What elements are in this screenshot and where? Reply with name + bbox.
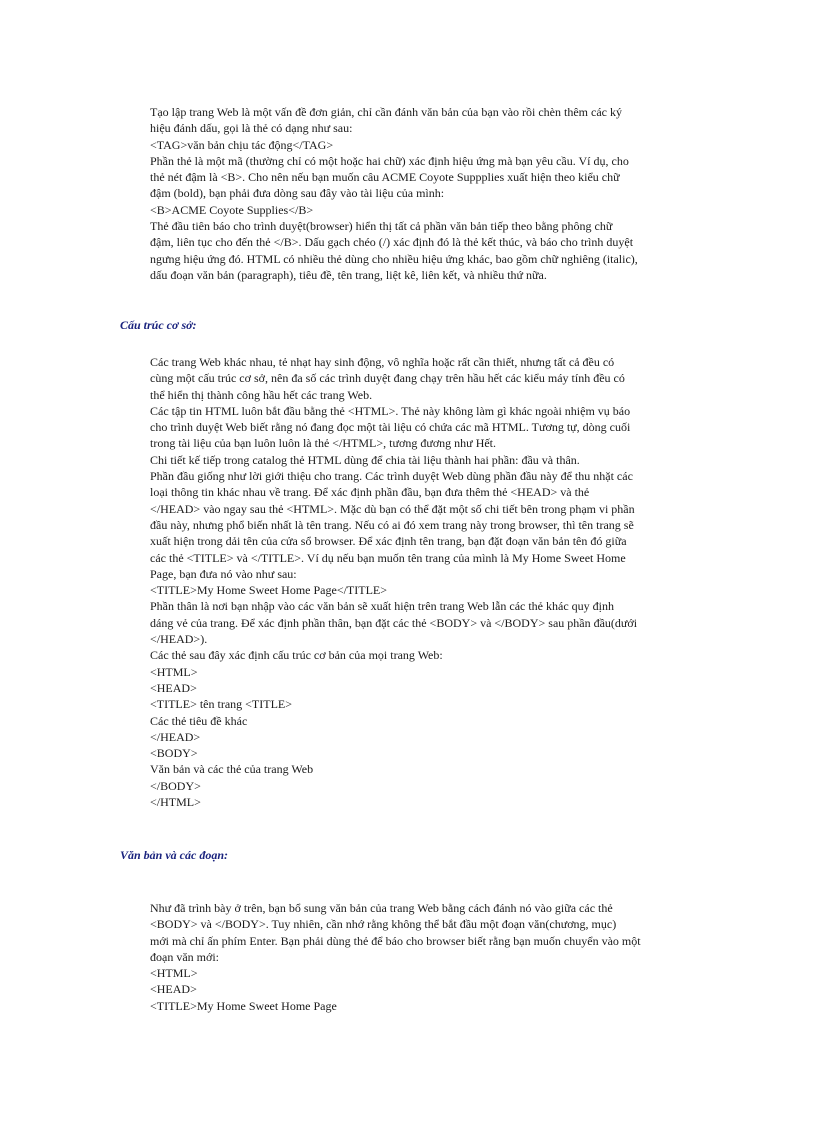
text-line: đậm, liên tục cho đến thẻ </B>. Dấu gạch chéo (/) xác định đó là thẻ kết thúc, và báo cho trình duyệt (150, 235, 634, 250)
code-line: <HEAD> (150, 982, 197, 997)
text-line: trong tài liệu của bạn luôn luôn là thẻ </HTML>, tương đương như Hết. (150, 436, 497, 451)
text-line: Các thẻ sau đây xác định cấu trúc cơ bản của mọi trang Web: (150, 648, 443, 663)
text-line: </HEAD>). (150, 632, 208, 647)
text-line: Phần thẻ là một mã (thường chỉ có một hoặc hai chữ) xác định hiệu ứng mà bạn yêu cầu. Ví dụ, cho (150, 153, 629, 168)
code-line: Các thẻ tiêu đề khác (150, 713, 248, 728)
section-heading-text: Văn bản và các đoạn: (120, 848, 228, 862)
text-line: Các trang Web khác nhau, tẻ nhạt hay sinh động, vô nghĩa hoặc rất cần thiết, nhưng tất cả đều có (150, 355, 615, 369)
text-line: Chi tiết kế tiếp trong catalog thẻ HTML dùng để chia tài liệu thành hai phần: đầu và thân. (150, 452, 580, 467)
text-line: ngưng hiệu ứng đó. HTML có nhiều thẻ dùng cho nhiều hiệu ứng khác, bao gồm chữ nghiêng (italic), (150, 251, 638, 266)
code-line: <B>ACME Coyote Supplies</B> (150, 202, 314, 217)
text-line: cùng một cấu trúc cơ sở, nên đa số các trình duyệt đang chạy trên hầu hết các kiểu máy tính đều có (150, 371, 625, 386)
code-line: <TITLE> tên trang <TITLE> (150, 697, 293, 712)
text-line: loại thông tin khác nhau về trang. Để xác định phần đầu, bạn đưa thêm thẻ <HEAD> và thẻ (150, 485, 590, 500)
text-paragraph-section (150, 900, 710, 1014)
text-line: cho trình duyệt Web biết rằng nó đang đọc một tài liệu có chứa các mã HTML. Tương tự, dòng cuối (150, 420, 631, 435)
code-line: </HEAD> (150, 729, 201, 744)
text-line: thể hiển thị thành công hầu hết các trang Web. (150, 387, 373, 402)
section-heading-structure: Cấu trúc cơ sở: (120, 318, 197, 332)
text-line: Phần đầu giống như lời giới thiệu cho trang. Các trình duyệt Web dùng phần đầu này để thu nhặt các (150, 469, 633, 484)
code-line: <TITLE>My Home Sweet Home Page (150, 998, 337, 1013)
text-line: mới mà chỉ ấn phím Enter. Bạn phải dùng thẻ để báo cho browser biết rằng bạn muốn chuyển vào một (150, 933, 641, 948)
text-line: xuất hiện trong dải tên của cửa sổ browser. Để xác định tên trang, bạn đặt đoạn văn bản tên đó giữa (150, 534, 627, 549)
code-line: </HTML> (150, 795, 201, 810)
text-line: dáng vẻ của trang. Để xác định phần thân, bạn đặt các thẻ <BODY> và </BODY> sau phần đầu(dưới (150, 615, 638, 630)
code-line: <TAG>văn bản chịu tác động</TAG> (150, 137, 334, 152)
text-line: đầu này, nhưng phổ biến nhất là tên trang. Nếu có ai đó xem trang này trong browser, thì tên trang sẽ (150, 517, 634, 532)
text-line: đậm (bold), bạn phải đưa dòng sau đây vào tài liệu của mình: (150, 186, 445, 201)
code-line: <TITLE>My Home Sweet Home Page</TITLE> (150, 583, 388, 598)
code-line: </BODY> (150, 778, 201, 793)
text-line: Phần thân là nơi bạn nhập vào các văn bản sẽ xuất hiện trên trang Web lẫn các thẻ khác quy định (150, 599, 614, 614)
text-line: dấu đoạn văn bản (paragraph), tiêu đề, tên trang, liệt kê, liên kết, và nhiều thứ nữa. (150, 267, 547, 282)
text-line: hiệu đánh dấu, gọi là thẻ có dạng như sau: (150, 121, 353, 136)
text-line: <BODY> và </BODY>. Tuy nhiên, cần nhớ rằng không thể bắt đầu một đoạn văn(chương, mục) (150, 917, 617, 932)
code-line: <HTML> (150, 966, 198, 981)
text-line: thẻ nét đậm là <B>. Cho nên nếu bạn muốn câu ACME Coyote Suppplies xuất hiện theo kiểu chữ (150, 170, 620, 185)
text-line: Như đã trình bày ở trên, bạn bổ sung văn bản của trang Web bằng cách đánh nó vào giữa các thẻ (150, 901, 613, 915)
code-line: Văn bản và các thẻ của trang Web (150, 762, 314, 777)
code-line: <HEAD> (150, 680, 197, 695)
text-line: Các tập tin HTML luôn bắt đầu bằng thẻ <HTML>. Thẻ này không làm gì khác ngoài nhiệm vụ báo (150, 403, 631, 418)
code-line: <BODY> (150, 746, 198, 761)
text-line: Thẻ đầu tiên báo cho trình duyệt(browser) hiển thị tất cả phần văn bản tiếp theo bằng phông chữ (150, 219, 613, 234)
text-line: các thẻ <TITLE> và </TITLE>. Ví dụ nếu bạn muốn tên trang của mình là My Home Sweet Home (150, 550, 626, 565)
text-line: </HEAD> vào ngay sau thẻ <HTML>. Mặc dù bạn có thể đặt một số chi tiết bên trong phạm vi phần (150, 501, 635, 516)
text-line: Tạo lập trang Web là một vấn đề đơn giản, chỉ cần đánh văn bản của bạn vào rồi chèn thêm các ký (150, 105, 622, 119)
text-line: Page, bạn đưa nó vào như sau: (150, 566, 297, 581)
intro-section (150, 104, 710, 283)
structure-section (150, 354, 710, 810)
code-line: <HTML> (150, 664, 198, 679)
text-line: đoạn văn mới: (150, 949, 219, 964)
